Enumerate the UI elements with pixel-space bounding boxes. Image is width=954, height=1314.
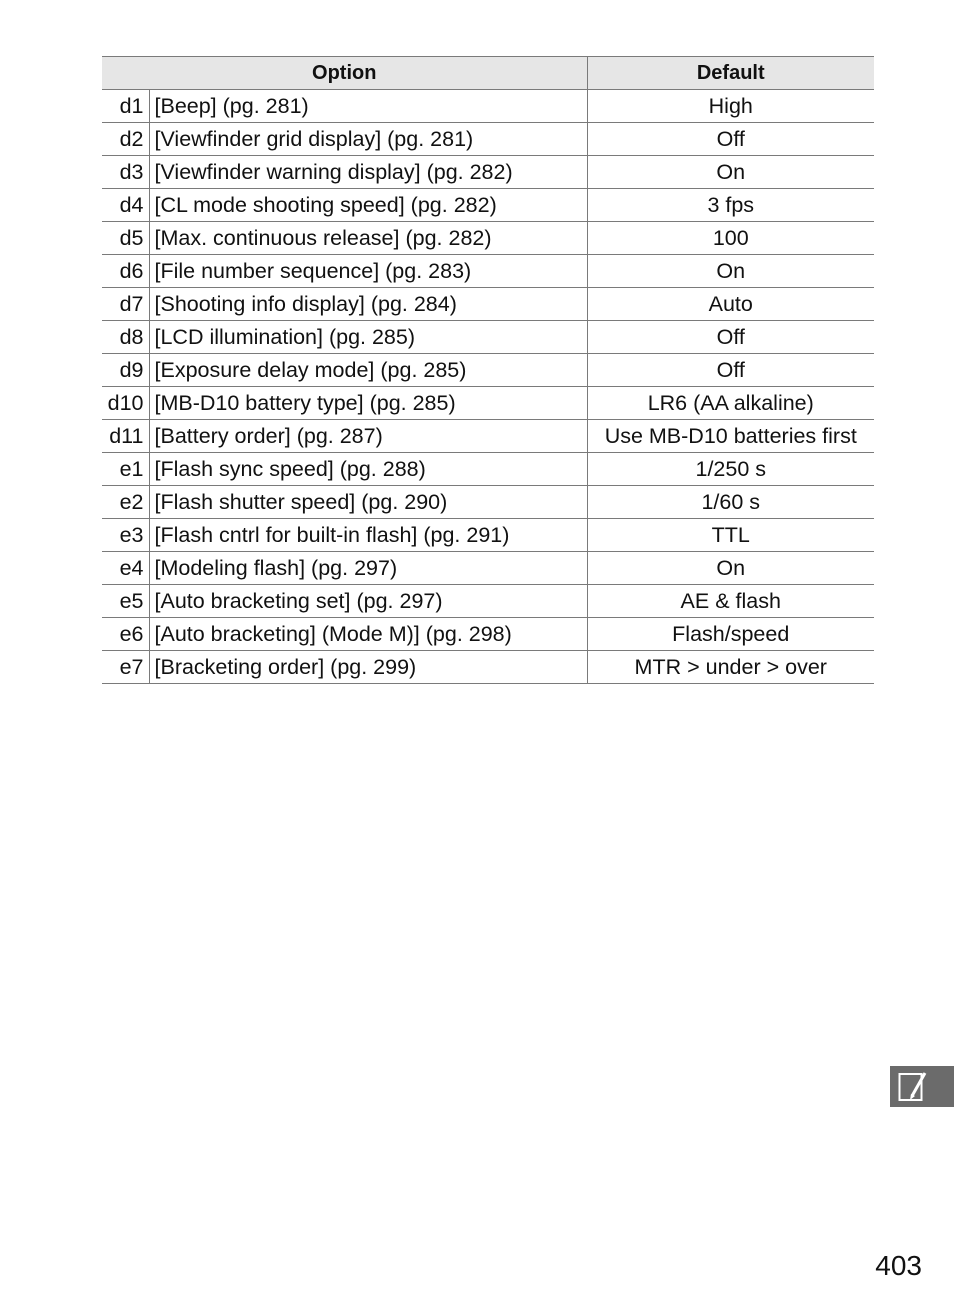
option-name-cell: [Auto bracketing] (Mode M)] (pg. 298) [149, 618, 587, 651]
setting-id-cell: d5 [102, 222, 149, 255]
default-value-cell: 1/250 s [587, 453, 874, 486]
setting-id-cell: d6 [102, 255, 149, 288]
notes-pencil-icon [898, 1072, 932, 1102]
option-name-cell: [File number sequence] (pg. 283) [149, 255, 587, 288]
table-row [102, 585, 874, 618]
option-name-cell: [MB-D10 battery type] (pg. 285) [149, 387, 587, 420]
default-value-cell: On [587, 255, 874, 288]
table-row [102, 255, 874, 288]
default-value-cell: 3 fps [587, 189, 874, 222]
option-name-cell: [Battery order] (pg. 287) [149, 420, 587, 453]
table-row [102, 486, 874, 519]
option-column-header: Option [102, 57, 587, 90]
default-column-header: Default [587, 57, 874, 90]
setting-id-cell: d2 [102, 123, 149, 156]
table-body [102, 90, 874, 684]
option-name-cell: [CL mode shooting speed] (pg. 282) [149, 189, 587, 222]
table-row [102, 651, 874, 684]
setting-id-cell: d11 [102, 420, 149, 453]
setting-id-cell: d3 [102, 156, 149, 189]
setting-id-cell: d4 [102, 189, 149, 222]
default-value-cell: AE & flash [587, 585, 874, 618]
table-row [102, 552, 874, 585]
table-row [102, 321, 874, 354]
table-row [102, 387, 874, 420]
setting-id-cell: e6 [102, 618, 149, 651]
custom-settings-defaults-table [102, 56, 874, 684]
option-name-cell: [Exposure delay mode] (pg. 285) [149, 354, 587, 387]
option-name-cell: [Flash shutter speed] (pg. 290) [149, 486, 587, 519]
setting-id-cell: e2 [102, 486, 149, 519]
table-header-row [102, 57, 874, 90]
option-name-cell: [Modeling flash] (pg. 297) [149, 552, 587, 585]
default-value-cell: TTL [587, 519, 874, 552]
section-tab [890, 1066, 954, 1107]
setting-id-cell: e4 [102, 552, 149, 585]
default-value-cell: High [587, 90, 874, 123]
option-name-cell: [Viewfinder grid display] (pg. 281) [149, 123, 587, 156]
option-name-cell: [Auto bracketing set] (pg. 297) [149, 585, 587, 618]
default-value-cell: Off [587, 354, 874, 387]
table-row [102, 519, 874, 552]
option-name-cell: [Flash cntrl for built-in flash] (pg. 291) [149, 519, 587, 552]
default-value-cell: Off [587, 123, 874, 156]
default-value-cell: On [587, 552, 874, 585]
setting-id-cell: d9 [102, 354, 149, 387]
page-number: 403 [875, 1250, 922, 1281]
option-name-cell: [Shooting info display] (pg. 284) [149, 288, 587, 321]
setting-id-cell: d8 [102, 321, 149, 354]
setting-id-cell: d10 [102, 387, 149, 420]
table-row [102, 420, 874, 453]
default-value-cell: 1/60 s [587, 486, 874, 519]
table-row [102, 90, 874, 123]
table-row [102, 288, 874, 321]
table-row [102, 156, 874, 189]
option-name-cell: [Beep] (pg. 281) [149, 90, 587, 123]
default-value-cell: 100 [587, 222, 874, 255]
setting-id-cell: d1 [102, 90, 149, 123]
option-name-cell: [Flash sync speed] (pg. 288) [149, 453, 587, 486]
option-name-cell: [Max. continuous release] (pg. 282) [149, 222, 587, 255]
default-value-cell: Auto [587, 288, 874, 321]
table-row [102, 123, 874, 156]
default-value-cell: On [587, 156, 874, 189]
table-row [102, 618, 874, 651]
default-value-cell: MTR > under > over [587, 651, 874, 684]
setting-id-cell: e1 [102, 453, 149, 486]
default-value-cell: LR6 (AA alkaline) [587, 387, 874, 420]
setting-id-cell: e7 [102, 651, 149, 684]
default-value-cell: Off [587, 321, 874, 354]
setting-id-cell: e3 [102, 519, 149, 552]
table-row [102, 354, 874, 387]
table-row [102, 189, 874, 222]
setting-id-cell: d7 [102, 288, 149, 321]
option-name-cell: [Bracketing order] (pg. 299) [149, 651, 587, 684]
table-row [102, 222, 874, 255]
option-name-cell: [Viewfinder warning display] (pg. 282) [149, 156, 587, 189]
default-value-cell: Flash/speed [587, 618, 874, 651]
default-value-cell: Use MB-D10 batteries first [587, 420, 874, 453]
table-row [102, 453, 874, 486]
option-name-cell: [LCD illumination] (pg. 285) [149, 321, 587, 354]
setting-id-cell: e5 [102, 585, 149, 618]
